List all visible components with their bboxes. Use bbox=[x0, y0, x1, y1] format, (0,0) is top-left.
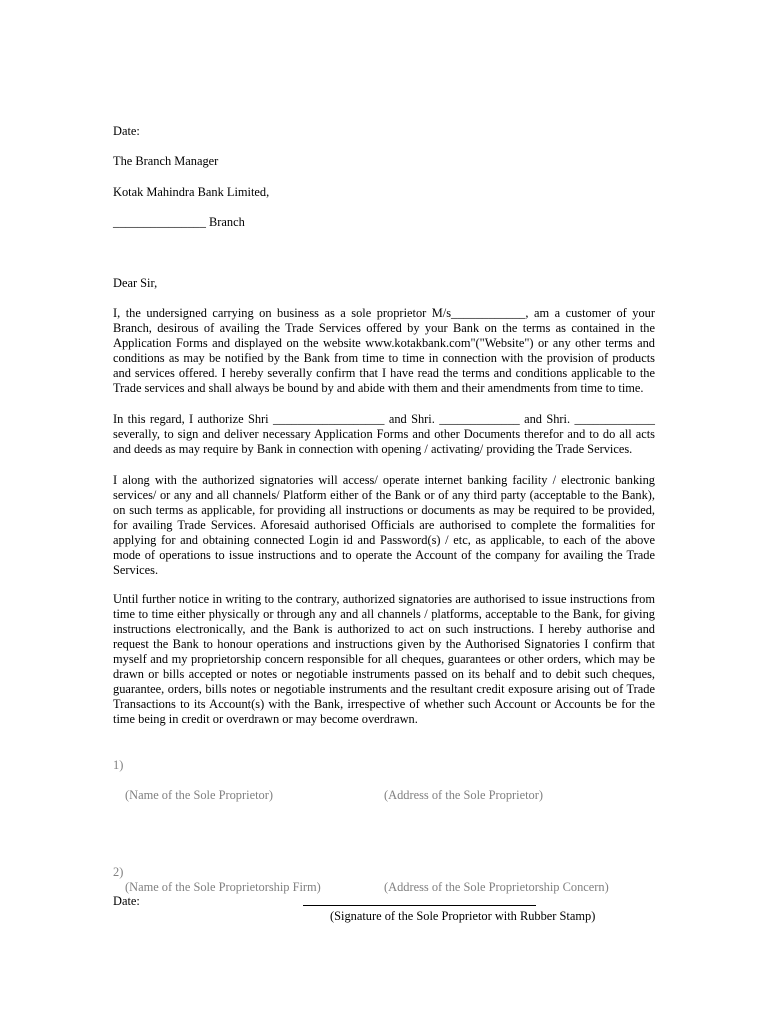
branch-line: _______________ Branch bbox=[113, 215, 245, 229]
paragraph-authorization: In this regard, I authorize Shri __________________ and Shri. _____________ and Shri. _____________ severally, to sign and deliver necessary Application Forms and other Documents therefor and to do all acts and deeds as may require by Bank in connection with opening / activating/ providing the Trade Services. bbox=[113, 412, 655, 456]
signatory-1-address-caption: (Address of the Sole Proprietor) bbox=[384, 788, 543, 802]
paragraph-internet-banking: I along with the authorized signatories will access/ operate internet banking facility / electronic banking services/ or any and all channels/ Platform either of the Bank or of any third party (acceptable to the Bank), on such terms as applicable, for providing all instructions or documents as may be required to be provided, for availing Trade Services. Aforesaid authorised Officials are authorised to complete the formalities for applying for and obtaining connected Login id and Password(s) / etc, as applicable, to each of the above mode of operations to issue instructions and to operate the Account of the company for availing the Trade Services. bbox=[113, 473, 655, 577]
salutation: Dear Sir, bbox=[113, 276, 158, 290]
signature-line bbox=[303, 905, 536, 906]
signatory-2-address-caption: (Address of the Sole Proprietorship Concern) bbox=[384, 880, 609, 894]
signatory-2-firm-caption: (Name of the Sole Proprietorship Firm) bbox=[125, 880, 321, 894]
paragraph-instructions: Until further notice in writing to the contrary, authorized signatories are authorised to issue instructions from time to time either physically or through any and all channels / platforms, acceptable to the Bank, for giving instructions electronically, and the Bank is authorized to act on such instructions. I hereby authorise and request the Bank to honour operations and instructions given by the Authorised Signatories I confirm that myself and my proprietorship concern responsible for all cheques, guarantees or other orders, which may be drawn or bills accepted or notes or negotiable instruments passed on its behalf and to debit such cheques, guarantee, orders, bills notes or negotiable instruments and the resultant credit exposure arising out of Trade Transactions to its Account(s) with the Bank, irrespective of whether such Account or Accounts be for the time being in credit or overdrawn or may become overdrawn. bbox=[113, 592, 655, 726]
bank-name: Kotak Mahindra Bank Limited, bbox=[113, 185, 270, 199]
signatory-1-number: 1) bbox=[113, 758, 124, 772]
paragraph-intro: I, the undersigned carrying on business as a sole proprietor M/s____________, am a customer of your Branch, desirous of availing the Trade Services offered by your Bank on the terms as contained in the Application Forms and displayed on the website www.kotakbank.com"("Website") or any other terms and conditions as may be notified by the Bank from time to time in connection with the provision of products and services offered. I hereby severally confirm that I have read the terms and conditions applicable to the Trade services and shall always be bound by and abide with them and their amendments from time to time. bbox=[113, 306, 655, 395]
signatory-2-number: 2) bbox=[113, 865, 124, 879]
signatory-1-name-caption: (Name of the Sole Proprietor) bbox=[125, 788, 273, 802]
date-label: Date: bbox=[113, 124, 140, 138]
signature-caption: (Signature of the Sole Proprietor with Rubber Stamp) bbox=[330, 909, 596, 923]
footer-date-label: Date: bbox=[113, 894, 140, 908]
addressee: The Branch Manager bbox=[113, 154, 219, 168]
